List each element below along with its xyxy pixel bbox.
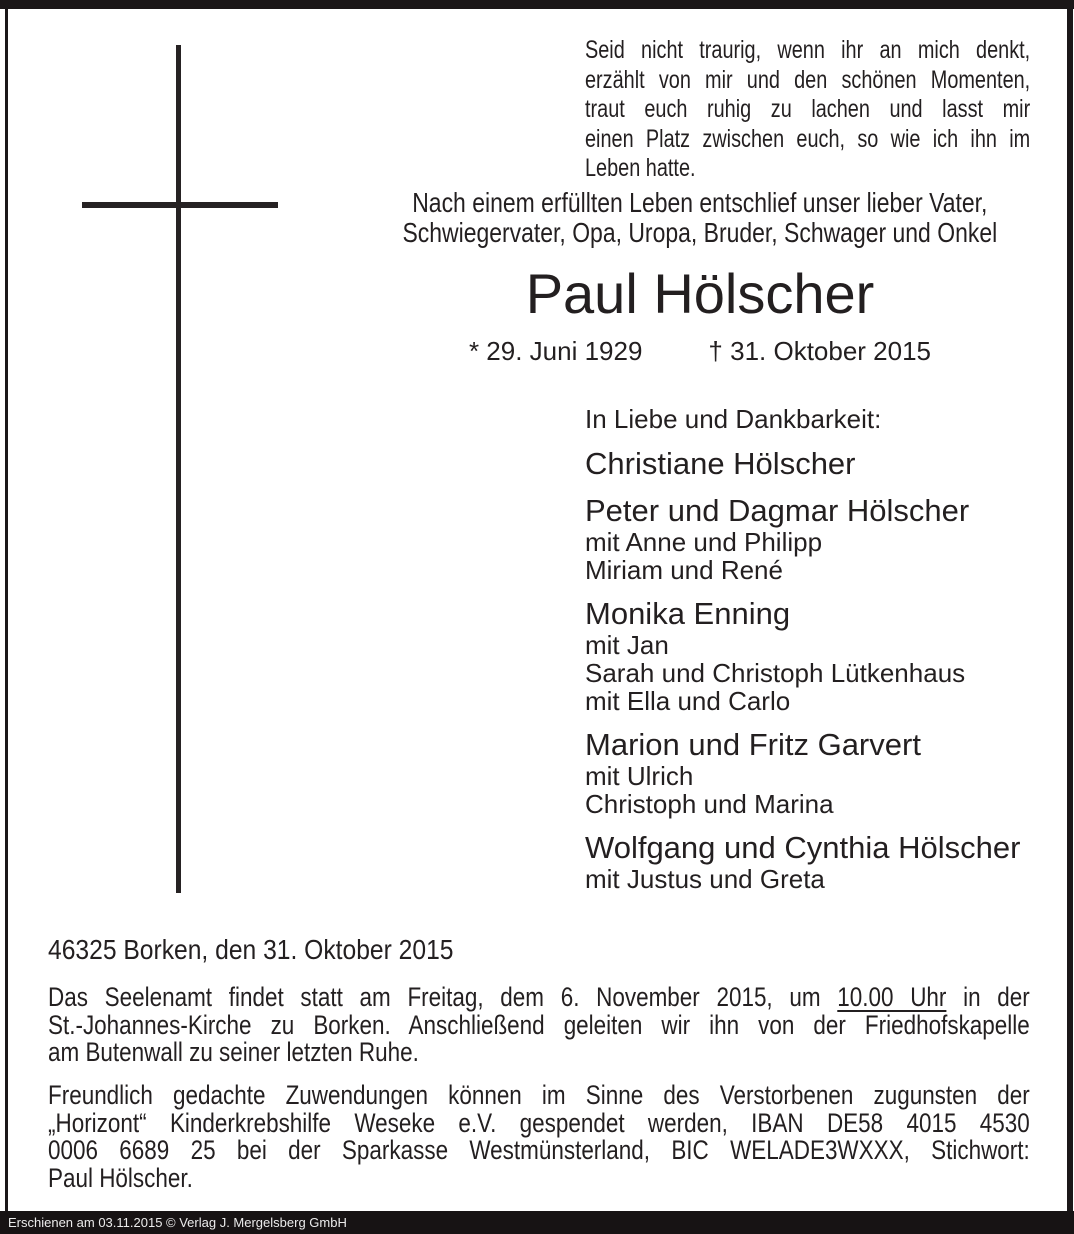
- death-date: † 31. Oktober 2015: [708, 336, 932, 366]
- epigraph-line: Seid nicht traurig, wenn ihr an mich denkt,: [585, 36, 1031, 64]
- epigraph-line: erzählt von mir und den schönen Momenten,: [585, 65, 1031, 94]
- frame-left-border: [5, 9, 8, 1211]
- mourner-name: Monika Enning: [585, 596, 791, 631]
- mourner-name: Peter und Dagmar Hölscher: [585, 493, 970, 528]
- imprint-bar: [0, 1211, 1074, 1234]
- imprint-text: Erschienen am 03.11.2015 © Verlag J. Mergelsberg GmbH: [8, 1215, 347, 1230]
- service-time-underlined: 10.00 Uhr: [837, 982, 947, 1012]
- birth-date: * 29. Juni 1929: [468, 336, 643, 366]
- donation-paragraph: [48, 1082, 1030, 1192]
- mourner-detail: Miriam und René: [585, 555, 783, 585]
- donation-line: 0006 6689 25 bei der Sparkasse Westmünsterland, BIC WELADE3WXXX, Stichwort:: [48, 1135, 1030, 1165]
- service-line: [48, 984, 1030, 1012]
- intro-line: Schwiegervater, Opa, Uropa, Bruder, Schwager und Onkel: [402, 217, 998, 248]
- service-line: St.-Johannes-Kirche zu Borken. Anschließend geleiten wir ihn von der Friedhofskapelle: [48, 1009, 1030, 1040]
- tribute-heading: In Liebe und Dankbarkeit:: [585, 404, 882, 434]
- intro-line: Nach einem erfüllten Leben entschlief unser lieber Vater,: [412, 187, 988, 218]
- donation-line: „Horizont“ Kinderkrebshilfe Weseke e.V. gespendet werden, IBAN DE58 4015 4530: [48, 1107, 1030, 1138]
- mourner-detail: mit Ulrich: [585, 761, 694, 791]
- service-line-pre: Das Seelenamt findet statt am Freitag, dem 6. November 2015, um: [48, 982, 838, 1012]
- mourner-name: Wolfgang und Cynthia Hölscher: [585, 830, 1021, 865]
- mourners-block: [585, 404, 1020, 893]
- frame-top-border: [0, 0, 1074, 9]
- epigraph-line: traut euch ruhig zu lachen und lasst mir: [585, 95, 1031, 123]
- mourner-detail: mit Justus und Greta: [585, 864, 825, 894]
- place-date-line: 46325 Borken, den 31. Oktober 2015: [48, 934, 454, 965]
- cross-vertical-bar: [176, 45, 181, 893]
- donation-line: Freundlich gedachte Zuwendungen können im Sinne des Verstorbenen zugunsten der: [48, 1080, 1030, 1110]
- donation-line: Paul Hölscher.: [48, 1162, 193, 1193]
- service-line: am Butenwall zu seiner letzten Ruhe.: [48, 1037, 419, 1067]
- deceased-name: Paul Hölscher: [525, 262, 875, 325]
- epigraph: [585, 36, 1030, 184]
- service-line-post: in der: [946, 982, 1030, 1012]
- service-paragraph: [48, 984, 1030, 1067]
- mourner-name: Marion und Fritz Garvert: [585, 727, 921, 762]
- cross-horizontal-bar: [82, 202, 278, 208]
- mourner-detail: mit Jan: [585, 630, 669, 660]
- life-dates: [330, 336, 1070, 366]
- mourner-detail: mit Ella und Carlo: [585, 686, 791, 716]
- mourner-detail: Sarah und Christoph Lütkenhaus: [585, 658, 966, 688]
- mourner-detail: mit Anne und Philipp: [585, 527, 823, 557]
- epigraph-line: Leben hatte.: [585, 154, 696, 182]
- mourner-name: Christiane Hölscher: [585, 446, 856, 481]
- mourner-detail: Christoph und Marina: [585, 789, 834, 819]
- epigraph-line: einen Platz zwischen euch, so wie ich ihn im: [585, 124, 1031, 153]
- intro-text: [330, 188, 1070, 248]
